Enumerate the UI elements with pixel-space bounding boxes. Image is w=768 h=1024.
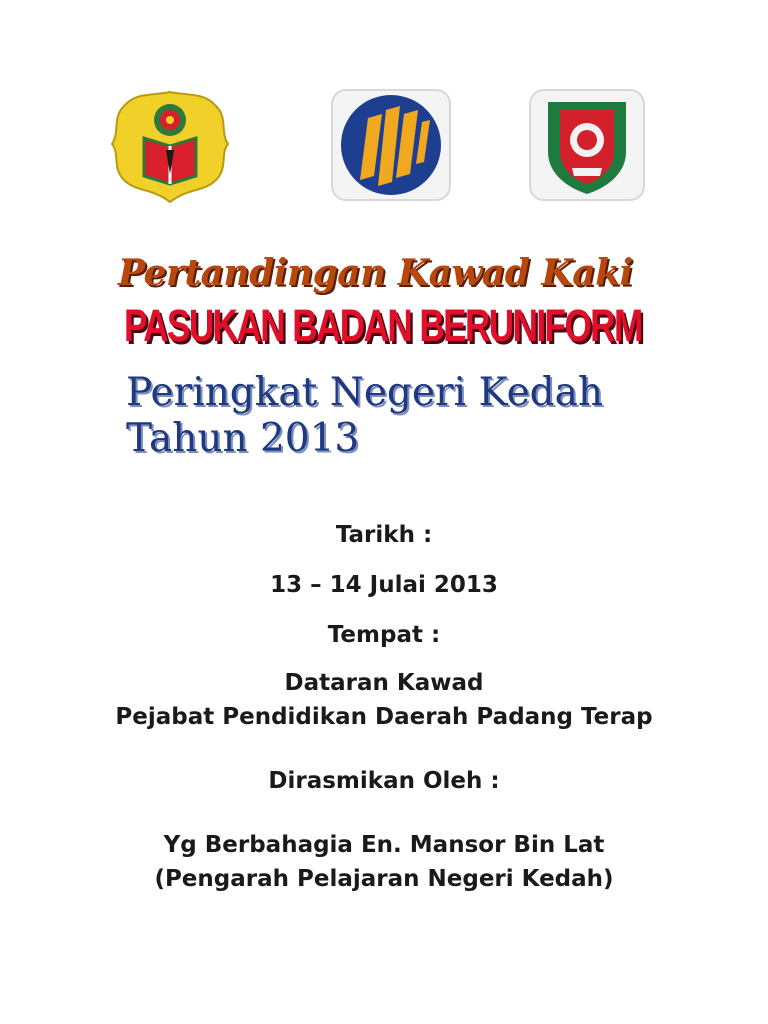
officiated-label: Dirasmikan Oleh : bbox=[268, 768, 500, 794]
emblem-logo-middle bbox=[330, 88, 452, 202]
shield-logo-right bbox=[528, 88, 646, 202]
title-peringkat: Peringkat Negeri Kedah bbox=[126, 370, 603, 415]
date-value: 13 – 14 Julai 2013 bbox=[270, 572, 498, 598]
title-pasukan: PASUKAN BADAN BERUNIFORM bbox=[124, 300, 642, 351]
venue-line1: Dataran Kawad bbox=[284, 670, 484, 696]
venue-line2: Pejabat Pendidikan Daerah Padang Terap bbox=[115, 704, 653, 730]
title-tahun: Tahun 2013 bbox=[126, 416, 360, 461]
officiant-title: (Pengarah Pelajaran Negeri Kedah) bbox=[154, 866, 614, 892]
officiant-name: Yg Berbahagia En. Mansor Bin Lat bbox=[163, 832, 605, 858]
date-label: Tarikh : bbox=[335, 522, 433, 548]
crest-logo-left bbox=[108, 88, 232, 206]
title-pertandingan: Pertandingan Kawad Kaki bbox=[118, 252, 633, 294]
venue-label: Tempat : bbox=[327, 622, 441, 648]
